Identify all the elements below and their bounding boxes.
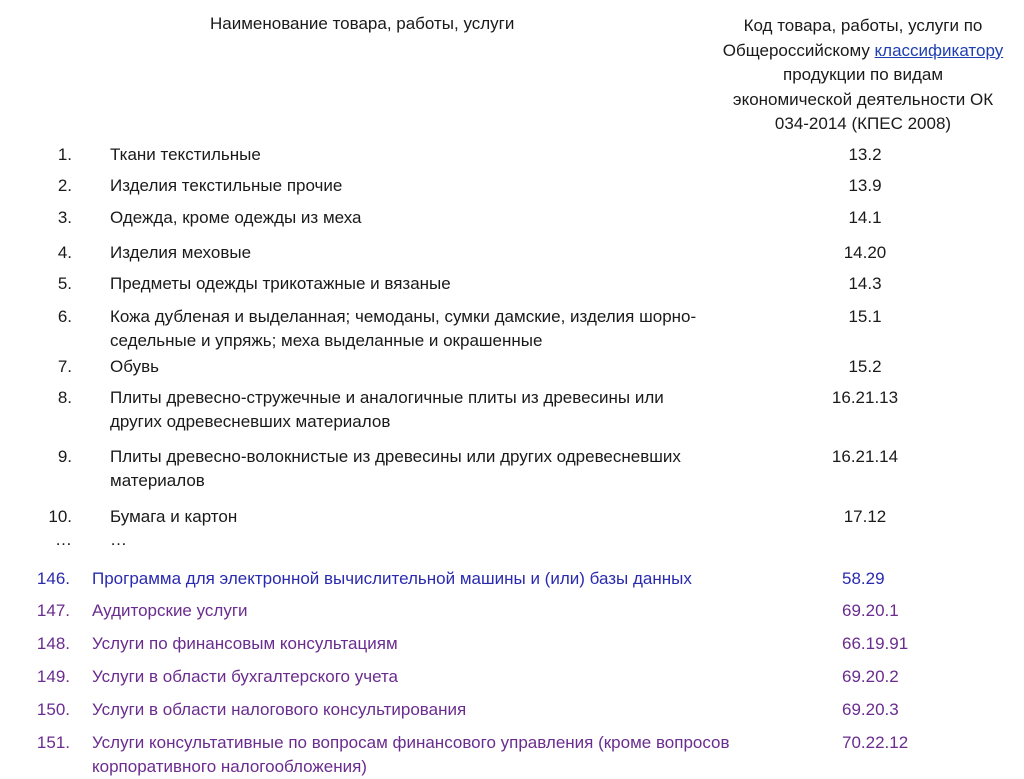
- row-number: 147.: [36, 601, 70, 620]
- row-code: 15.1: [848, 307, 882, 326]
- row-name: Изделия текстильные прочие: [110, 176, 343, 195]
- row-number: 1.: [57, 145, 72, 164]
- code-header-text-2: продукции по видам экономической деятельности ОК 034-2014 (КПЕС 2008): [732, 65, 994, 133]
- row-name: Аудиторские услуги: [92, 601, 248, 620]
- row-number: 151.: [36, 733, 70, 752]
- row-name: Одежда, кроме одежды из меха: [110, 208, 362, 227]
- column-header-code: [722, 14, 1004, 137]
- row-number: 5.: [57, 274, 72, 293]
- row-code: 17.12: [843, 507, 887, 526]
- row-name: Плиты древесно-волокнистые из древесины или других одревесневших материалов: [110, 447, 681, 490]
- row-code: 13.2: [848, 145, 882, 164]
- row-number: 6.: [57, 307, 72, 326]
- code-header-text-1: Код товара, работы, услуги по Общероссийскому: [722, 16, 983, 60]
- row-number: 148.: [36, 634, 70, 653]
- row-number: 149.: [36, 667, 70, 686]
- row-number: 8.: [57, 388, 72, 407]
- row-name: Услуги консультативные по вопросам финансового управления (кроме вопросов корпоративного налогообложения): [92, 733, 730, 776]
- row-name: Бумага и картон: [110, 507, 238, 526]
- row-name: …: [110, 530, 127, 549]
- row-code: 69.20.2: [842, 667, 899, 686]
- row-code: 66.19.91: [842, 634, 909, 653]
- row-number: 10.: [48, 507, 72, 526]
- classifier-link[interactable]: классификатору: [874, 40, 1004, 60]
- row-name: Программа для электронной вычислительной машины и (или) базы данных: [92, 569, 692, 588]
- row-number: 4.: [57, 243, 72, 262]
- row-number: 2.: [57, 176, 72, 195]
- row-name: Предметы одежды трикотажные и вязаные: [110, 274, 451, 293]
- row-number: 150.: [36, 700, 70, 719]
- row-number: 9.: [57, 447, 72, 466]
- row-code: 14.20: [843, 243, 887, 262]
- row-code: 15.2: [848, 357, 882, 376]
- row-name: Услуги по финансовым консультациям: [92, 634, 398, 653]
- row-code: 70.22.12: [842, 733, 909, 752]
- row-name: Плиты древесно-стружечные и аналогичные плиты из древесины или других одревесневших материалов: [110, 388, 664, 431]
- row-number: …: [55, 530, 72, 549]
- column-header-name: Наименование товара, работы, услуги: [210, 14, 515, 33]
- row-name: Кожа дубленая и выделанная; чемоданы, сумки дамские, изделия шорно-седельные и упряжь; меха выделанные и окрашенные: [110, 307, 697, 350]
- row-code: 58.29: [842, 569, 885, 588]
- row-code: 14.3: [848, 274, 882, 293]
- row-name: Услуги в области бухгалтерского учета: [92, 667, 399, 686]
- row-code: 16.21.14: [831, 447, 899, 466]
- row-code: 14.1: [848, 208, 882, 227]
- row-name: Ткани текстильные: [110, 145, 261, 164]
- row-name: Услуги в области налогового консультирования: [92, 700, 467, 719]
- row-code: 69.20.3: [842, 700, 899, 719]
- row-name: Обувь: [110, 357, 159, 376]
- row-code: 16.21.13: [831, 388, 899, 407]
- row-number: 3.: [57, 208, 72, 227]
- row-code: 13.9: [848, 176, 882, 195]
- row-number: 7.: [57, 357, 72, 376]
- row-number: 146.: [36, 569, 70, 588]
- row-code: 69.20.1: [842, 601, 899, 620]
- row-name: Изделия меховые: [110, 243, 252, 262]
